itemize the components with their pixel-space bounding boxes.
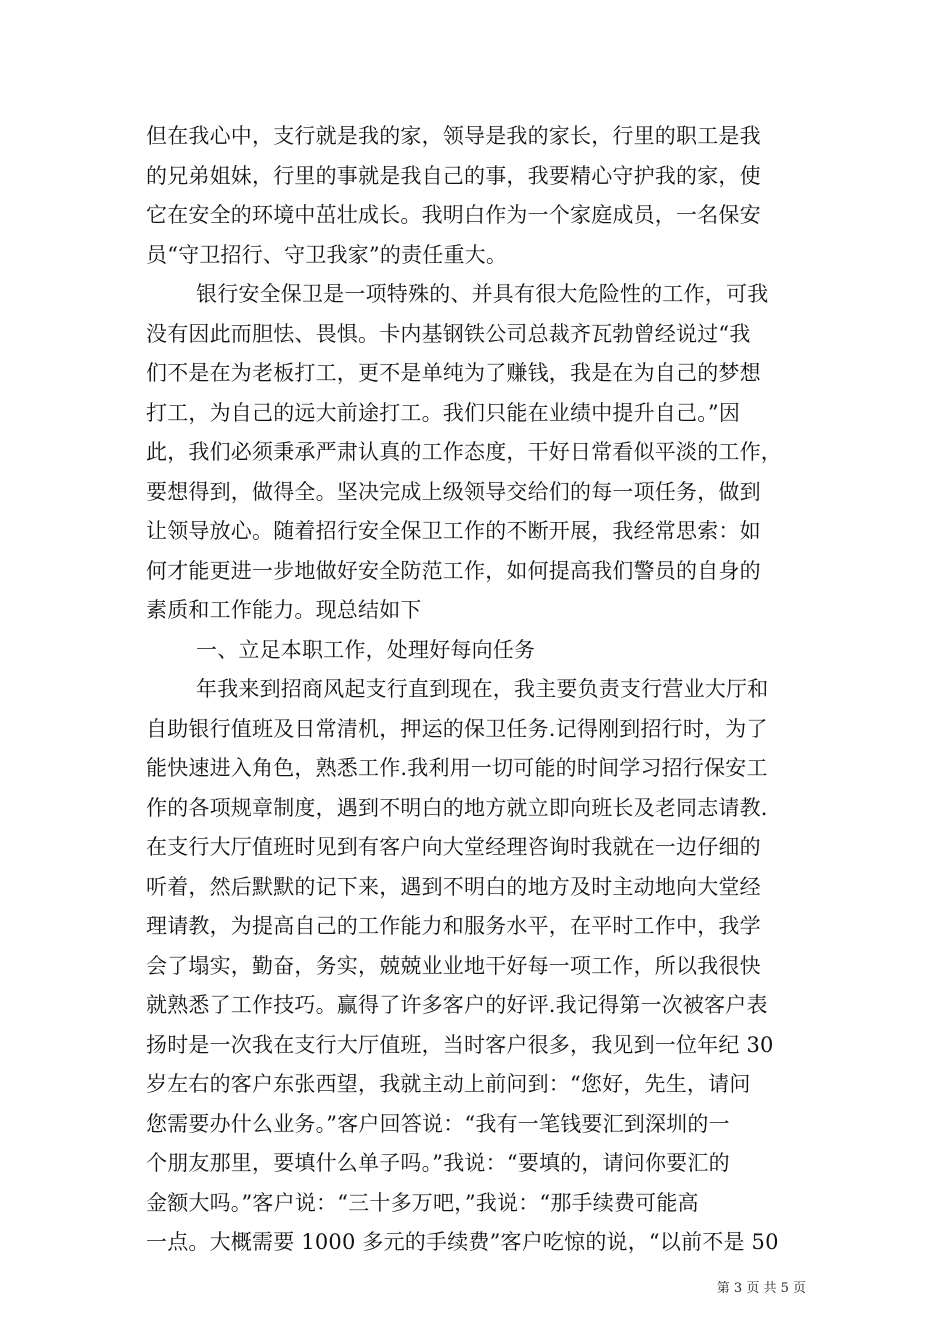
text-line: 们不是在为老板打工，更不是单纯为了赚钱，我是在为自己的梦想: [146, 361, 761, 385]
text-line: 理请教，为提高自己的工作能力和服务水平，在平时工作中，我学: [146, 914, 761, 938]
text-line: 会了塌实，勤奋，务实，兢兢业业地干好每一项工作，所以我很快: [146, 953, 761, 978]
text-line: 要想得到，做得全。坚决完成上级领导交给们的每一项任务，做到: [146, 479, 761, 504]
text-line: 在支行大厅值班时见到有客户向大堂经理咨询时我就在一边仔细的: [146, 835, 761, 859]
text-line: 就熟悉了工作技巧。赢得了许多客户的好评.我记得第一次被客户表: [146, 993, 768, 1017]
page-number: 第 3 页 共 5 页: [716, 1281, 806, 1296]
text-line: 素质和工作能力。现总结如下: [146, 598, 422, 622]
text-line: 让领导放心。随着招行安全保卫工作的不断开展，我经常思索：如: [146, 519, 761, 543]
text-line: 作的各项规章制度，遇到不明白的地方就立即向班长及老同志请教.: [146, 795, 768, 820]
text-line: 它在安全的环境中茁壮成长。我明白作为一个家庭成员，一名保安: [146, 203, 761, 227]
text-line: 的兄弟姐妹，行里的事就是我自己的事，我要精心守护我的家，使: [146, 163, 761, 188]
text-line: 但在我心中，支行就是我的家，领导是我的家长，行里的职工是我: [146, 124, 761, 148]
text-line: 个朋友那里，要填什么单子吗。”我说：“要填的，请问你要汇的: [146, 1151, 730, 1175]
text-line: 金额大吗。”客户说：“三十多万吧，”我说：“那手续费可能高: [146, 1190, 699, 1215]
text-line: 一、立足本职工作，处理好每向任务: [196, 637, 536, 662]
text-line: 没有因此而胆怯、畏惧。卡内基钢铁公司总裁齐瓦勃曾经说过“我: [146, 321, 751, 346]
text-line: 您需要办什么业务。”客户回答说：“我有一笔钱要汇到深圳的一: [146, 1111, 730, 1136]
text-line: 自助银行值班及日常清机，押运的保卫任务.记得刚到招行时，为了: [146, 716, 768, 741]
text-line: 一点。大概需要 1000 多元的手续费”客户吃惊的说，“以前不是 50: [146, 1230, 779, 1254]
text-line: 打工，为自己的远大前途打工。我们只能在业绩中提升自己。”因: [146, 400, 741, 425]
text-line: 扬时是一次我在支行大厅值班，当时客户很多，我见到一位年纪 30: [146, 1032, 774, 1057]
text-line: 年我来到招商风起支行直到现在，我主要负责支行营业大厅和: [196, 677, 769, 701]
text-line: 何才能更进一步地做好安全防范工作，如何提高我们警员的自身的: [146, 558, 761, 583]
text-line: 员“守卫招行、守卫我家”的责任重大。: [146, 242, 508, 267]
text-line: 此，我们必须秉承严肃认真的工作态度，干好日常看似平淡的工作，: [146, 440, 782, 464]
text-line: 能快速进入角色，熟悉工作.我利用一切可能的时间学习招行保安工: [146, 756, 768, 780]
text-line: 银行安全保卫是一项特殊的、并具有很大危险性的工作，可我: [196, 282, 769, 306]
body-text: [146, 117, 806, 1263]
text-line: 听着，然后默默的记下来，遇到不明白的地方及时主动地向大堂经: [146, 874, 761, 899]
text-line: 岁左右的客户东张西望，我就主动上前问到：“您好，先生，请问: [146, 1072, 751, 1096]
